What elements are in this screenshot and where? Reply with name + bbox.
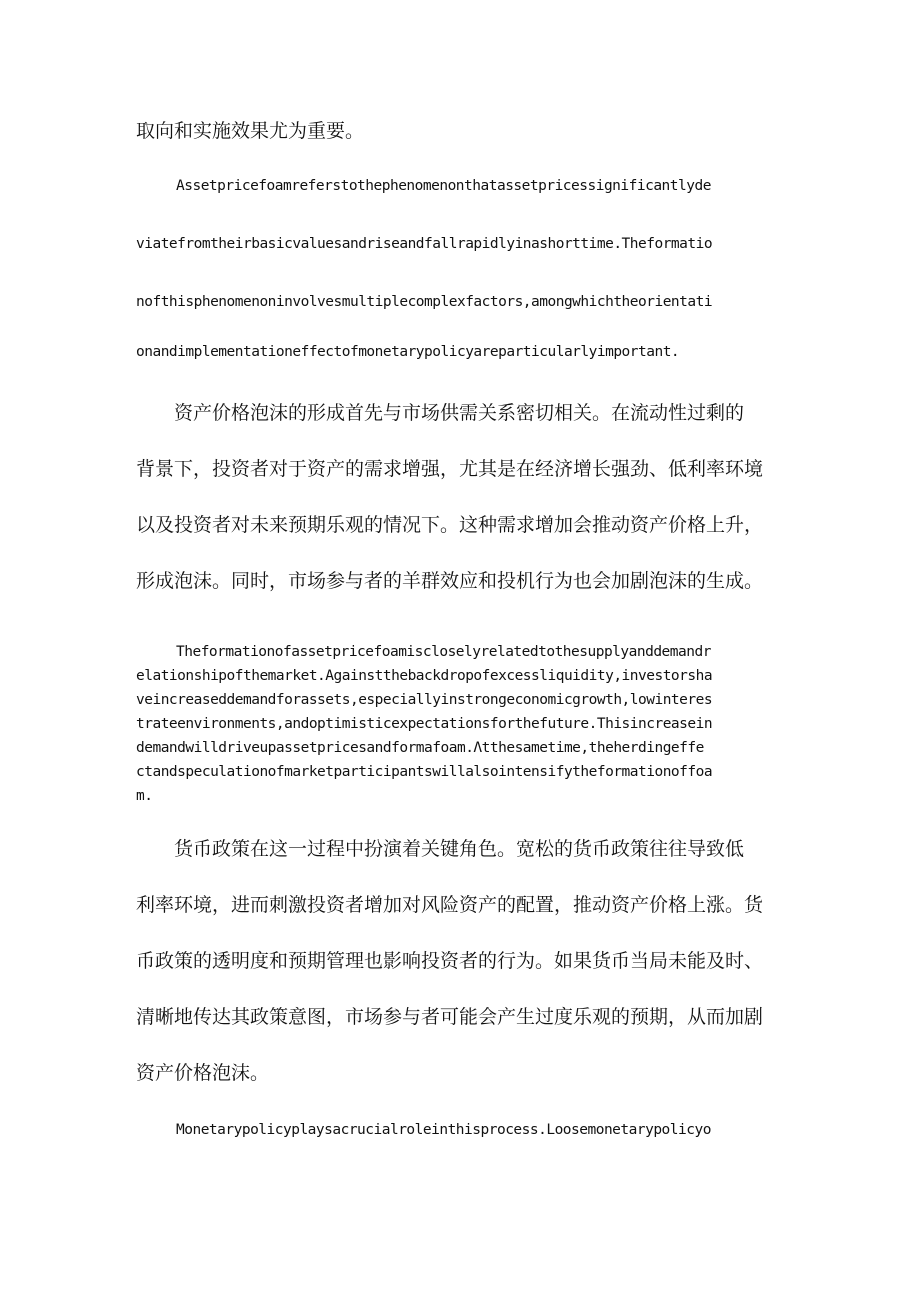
text-line: Monetarypolicyplaysacrucialroleinthisprocess.Loosemonetarypolicyo xyxy=(176,1122,711,1138)
text-line: demandwilldriveupassetpricesandformafoam.Λtthesametime,theherdingeffe xyxy=(136,740,704,756)
text-line: 资产价格泡沫的形成首先与市场供需关系密切相关。在流动性过剩的 xyxy=(174,402,745,424)
text-line: 背景下，投资者对于资产的需求增强，尤其是在经济增长强劲、低利率环境 xyxy=(136,458,764,480)
text-line: 取向和实施效果尤为重要。 xyxy=(136,120,365,142)
text-line: 币政策的透明度和预期管理也影响投资者的行为。如果货币当局未能及时、 xyxy=(136,950,764,972)
text-line: m. xyxy=(136,788,153,804)
text-line: 利率环境，进而刺激投资者增加对风险资产的配置，推动资产价格上涨。货 xyxy=(136,894,764,916)
text-line: 货币政策在这一过程中扮演着关键角色。宽松的货币政策往往导致低 xyxy=(174,838,745,860)
text-line: 清晰地传达其政策意图，市场参与者可能会产生过度乐观的预期，从而加剧 xyxy=(136,1006,764,1028)
text-line: 以及投资者对未来预期乐观的情况下。这种需求增加会推动资产价格上升， xyxy=(136,514,764,536)
text-line: ctandspeculationofmarketparticipantswillalsointensifytheformationoffoa xyxy=(136,764,713,780)
text-line: onandimplementationeffectofmonetarypolicyareparticularlyimportant. xyxy=(136,344,680,360)
text-line: viatefromtheirbasicvaluesandriseandfallrapidlyinashorttime.Theformatio xyxy=(136,236,713,252)
text-line: 资产价格泡沫。 xyxy=(136,1062,270,1084)
text-line: Assetpricefoamreferstothephenomenonthatassetpricessignificantlyde xyxy=(176,178,711,194)
text-line: nofthisphenomenoninvolvesmultiplecomplexfactors,amongwhichtheorientati xyxy=(136,294,713,310)
text-line: 形成泡沫。同时，市场参与者的羊群效应和投机行为也会加剧泡沫的生成。 xyxy=(136,570,764,592)
text-line: trateenvironments,andoptimisticexpectationsforthefuture.Thisincreasein xyxy=(136,716,713,732)
text-line: elationshipofthemarket.Againstthebackdropofexcessliquidity,investorsha xyxy=(136,668,713,684)
text-line: veincreaseddemandforassets,especiallyinstrongeconomicgrowth,lowinteres xyxy=(136,692,713,708)
text-line: Theformationofassetpricefoamiscloselyrelatedtothesupplyanddemandr xyxy=(176,644,711,660)
